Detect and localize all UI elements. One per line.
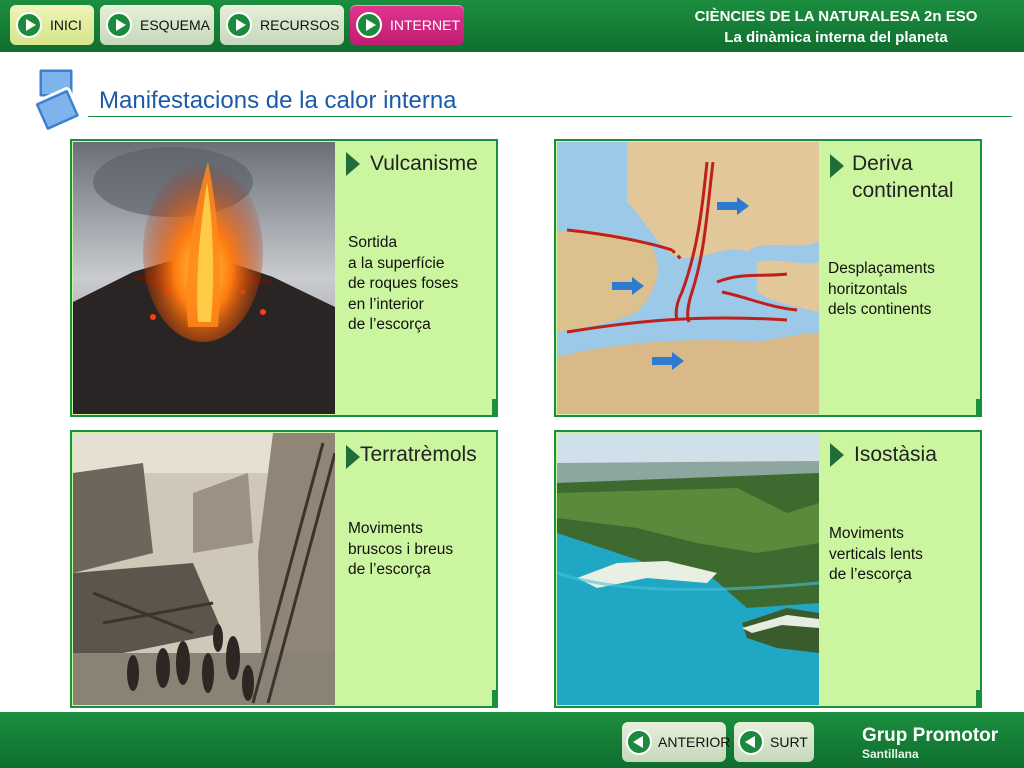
card-corner — [492, 399, 496, 415]
internet-button[interactable] — [350, 5, 464, 45]
card-corner — [976, 399, 980, 415]
card-heading — [852, 150, 954, 204]
desc-line: a la superfície — [348, 254, 445, 272]
desc-line: horitzontals — [828, 280, 908, 298]
card-vulcanisme[interactable] — [70, 139, 498, 417]
page-title: Manifestacions de la calor interna — [99, 87, 457, 114]
play-circle-icon — [106, 12, 132, 38]
card-heading — [854, 441, 937, 468]
surt-label: SURT — [770, 734, 808, 750]
card-deriva-continental[interactable] — [554, 139, 982, 417]
brand-logo-sub: Santillana — [862, 747, 919, 761]
desc-line: en l’interior — [348, 295, 424, 313]
surt-button[interactable] — [734, 722, 814, 762]
desc-line: bruscos i breus — [348, 540, 454, 558]
heading-line: Vulcanisme — [370, 152, 478, 175]
triangle-bullet-icon — [346, 152, 360, 176]
stacked-cards-icon — [30, 64, 86, 138]
card-heading — [360, 441, 477, 468]
heading-line: continental — [852, 179, 954, 202]
desc-line: de l’escorça — [348, 561, 431, 578]
card-terratremols[interactable] — [70, 430, 498, 708]
volcano-photo — [73, 142, 335, 414]
back-circle-icon — [626, 729, 652, 755]
heading-line: Deriva — [852, 152, 913, 175]
esquema-button[interactable] — [100, 5, 214, 45]
card-isostasia[interactable] — [554, 430, 982, 708]
desc-line: de l’escorça — [348, 316, 431, 333]
card-heading — [370, 150, 478, 177]
play-circle-icon — [356, 12, 382, 38]
brand-logo: Grup Promotor — [862, 725, 999, 746]
esquema-label: ESQUEMA — [140, 17, 211, 33]
recursos-button[interactable] — [220, 5, 344, 45]
card-description — [348, 519, 453, 581]
triangle-bullet-icon — [830, 443, 844, 467]
plate-map — [557, 142, 819, 414]
course-title-line2: La dinàmica interna del planeta — [724, 29, 948, 46]
card-corner — [976, 690, 980, 706]
desc-line: dels continents — [828, 301, 932, 318]
back-circle-icon — [738, 729, 764, 755]
earthquake-photo — [73, 433, 335, 705]
play-circle-icon — [16, 12, 42, 38]
card-corner — [492, 690, 496, 706]
inici-button[interactable] — [10, 5, 94, 45]
card-description — [829, 524, 923, 586]
heading-line: Terratrèmols — [360, 443, 477, 466]
card-description — [828, 259, 935, 321]
internet-label: INTERNET — [390, 17, 460, 33]
desc-line: Desplaçaments — [828, 260, 935, 277]
course-title-line1: CIÈNCIES DE LA NATURALESA 2n ESO — [694, 8, 978, 25]
coast-photo — [557, 433, 819, 705]
heading-line: Isostàsia — [854, 443, 937, 466]
inici-label: INICI — [50, 17, 82, 33]
desc-line: Moviments — [348, 520, 423, 537]
play-circle-icon — [226, 12, 252, 38]
card-description — [348, 233, 458, 336]
desc-line: Sortida — [348, 234, 398, 251]
desc-line: de l’escorça — [829, 566, 912, 583]
anterior-button[interactable] — [622, 722, 731, 762]
recursos-label: RECURSOS — [260, 17, 340, 33]
desc-line: de roques foses — [348, 275, 459, 292]
desc-line: Moviments — [829, 525, 904, 542]
title-divider — [88, 116, 1012, 117]
anterior-label: ANTERIOR — [658, 734, 731, 750]
triangle-bullet-icon — [830, 154, 844, 178]
desc-line: verticals lents — [829, 545, 923, 563]
course-title — [666, 6, 1006, 48]
triangle-bullet-icon — [346, 445, 360, 469]
